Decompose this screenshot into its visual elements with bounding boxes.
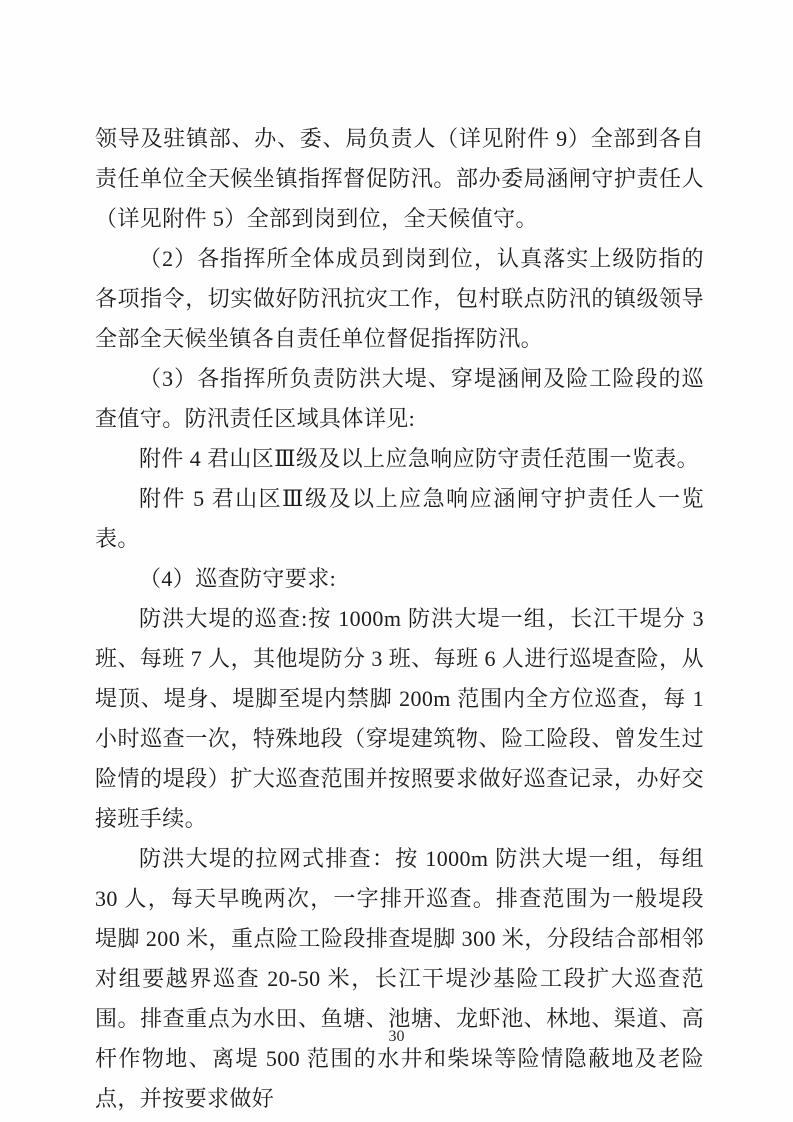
paragraph-attachment-5: 附件 5 君山区Ⅲ级及以上应急响应涵闸守护责任人一览表。: [95, 486, 704, 551]
paragraph-patrol-requirements: 防洪大堤的巡查:按 1000m 防洪大堤一组，长江干堤分 3 班、每班 7 人，其他堤防分 3 班、每班 6 人进行巡堤查险，从堤顶、堤身、堤脚至堤内禁脚 200m 范围内全方位巡查，每 1 小时巡查一次，特殊地段（穿堤建筑物、险工险段、曾发生过险情的堤段）扩大巡查范围并按照要求做好巡查记录，办好交接班手续。: [95, 606, 704, 831]
paragraph-attachment-4: 附件 4 君山区Ⅲ级及以上应急响应防守责任范围一览表。: [139, 446, 700, 471]
page-footer: [0, 1026, 793, 1048]
page-number: 30: [388, 1028, 405, 1045]
paragraph-dragnet-inspection: 防洪大堤的拉网式排查：按 1000m 防洪大堤一组，每组 30 人，每天早晚两次，一字排开巡查。排查范围为一般堤段堤脚 200 米，重点险工险段排查堤脚 300 米，分段结合部相邻对组要越界巡查 20-50 米，长江干堤沙基险工段扩大巡查范围。排查重点为水田、鱼塘、池塘、龙虾池、林地、渠道、高杆作物地、离堤 500 范围的水井和柴垛等险情隐蔽地及老险点，并按要求做好: [95, 846, 704, 1111]
document-body-text: [95, 119, 704, 1119]
paragraph-continuation: 领导及驻镇部、办、委、局负责人（详见附件 9）全部到各自责任单位全天候坐镇指挥督促防汛。部办委局涵闸守护责任人（详见附件 5）全部到岗到位，全天候值守。: [95, 126, 704, 231]
paragraph-item-2: （2）各指挥所全体成员到岗到位，认真落实上级防指的各项指令，切实做好防汛抗灾工作，包村联点防汛的镇级领导全部全天候坐镇各自责任单位督促指挥防汛。: [95, 246, 704, 351]
paragraph-item-4: （4）巡查防守要求:: [139, 566, 337, 591]
paragraph-item-3: （3）各指挥所负责防洪大堤、穿堤涵闸及险工险段的巡查值守。防汛责任区域具体详见:: [95, 366, 704, 431]
